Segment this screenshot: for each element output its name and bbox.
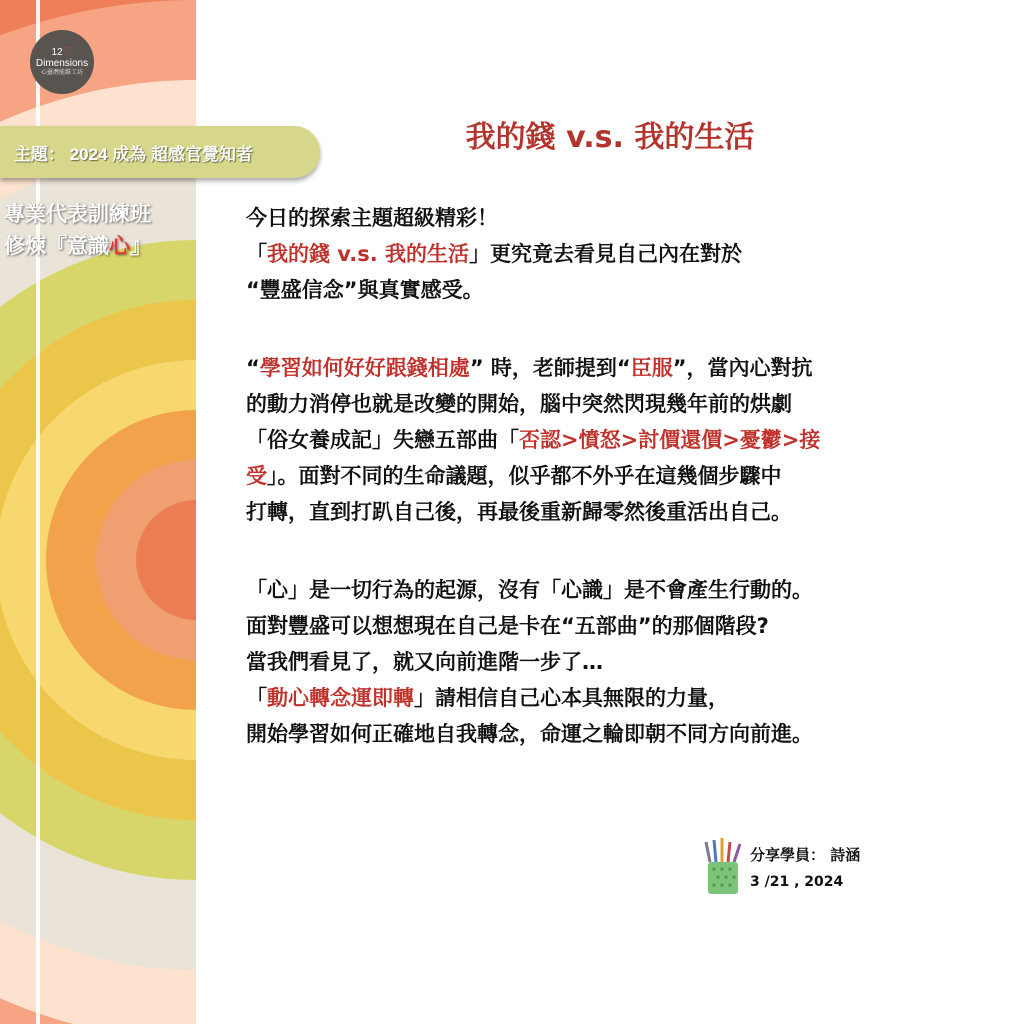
author-label: 分享學員：	[750, 846, 826, 864]
text-line: 面對豐盛可以想想現在自己是卡在“五部曲”的那個階段?	[246, 614, 769, 638]
highlight: 動心轉念運即轉	[267, 686, 414, 710]
highlight: 我的錢 v.s. 我的生活	[267, 242, 470, 266]
class-subtitle: 修煉『意識心』	[4, 234, 151, 258]
heart-icon: ♡	[62, 46, 73, 58]
author-name: 詩涵	[830, 846, 861, 864]
text-line: “豐盛信念”與真實感受。	[246, 278, 484, 302]
article-body	[246, 200, 1006, 752]
class-label	[4, 198, 194, 262]
author-footer	[702, 836, 932, 900]
text-line: 「俗女養成記」失戀五部曲「否認>憤怒>討價還價>憂鬱>接	[246, 428, 821, 452]
highlight: 學習如何好好跟錢相處	[259, 356, 470, 380]
author-line	[750, 844, 860, 865]
share-date: 3 /21 , 2024	[750, 874, 844, 890]
text-line: 打轉，直到打趴自己後，再最後重新歸零然後重活出自己。	[246, 500, 792, 524]
topic-badge	[0, 126, 320, 178]
highlight: 受	[246, 464, 267, 488]
text-line: 的動力消停也就是改變的開始，腦中突然閃現幾年前的烘劇	[246, 392, 792, 416]
text-line: 當我們看見了，就又向前進階一步了…	[246, 650, 603, 674]
text-line: 今日的探索主題超級精彩！	[246, 206, 498, 230]
page-title: 我的錢 v.s. 我的生活	[465, 120, 755, 155]
text-line: 受」。面對不同的生命議題，似乎都不外乎在這幾個步驟中	[246, 464, 782, 488]
logo-brand: Dimensions	[35, 58, 89, 69]
text-line: 「心」是一切行為的起源，沒有「心識」是不會產生行動的。	[246, 578, 813, 602]
highlight: 否認>憤怒>討價還價>憂鬱>接	[519, 428, 821, 452]
brand-logo	[30, 30, 94, 94]
topic-text: 主題： 2024 成為 超感官覺知者	[14, 144, 253, 164]
text-line: 「動心轉念運即轉」請相信自己心本具無限的力量，	[246, 686, 729, 710]
text-line: 「我的錢 v.s. 我的生活」更究竟去看見自己內在對於	[246, 242, 743, 266]
text-line: 開始學習如何正確地自我轉念，命運之輪即朝不同方向前進。	[246, 722, 813, 746]
logo-tagline: 心靈潛能維工坊	[40, 70, 83, 76]
logo-number: 12	[51, 47, 63, 58]
class-name: 專業代表訓練班	[4, 202, 151, 226]
class-accent: 心	[109, 234, 130, 258]
pencil-cup-icon	[702, 836, 746, 896]
highlight: 臣服	[630, 356, 673, 380]
text-line: “學習如何好好跟錢相處” 時，老師提到“臣服”，當內心對抗	[246, 356, 813, 380]
